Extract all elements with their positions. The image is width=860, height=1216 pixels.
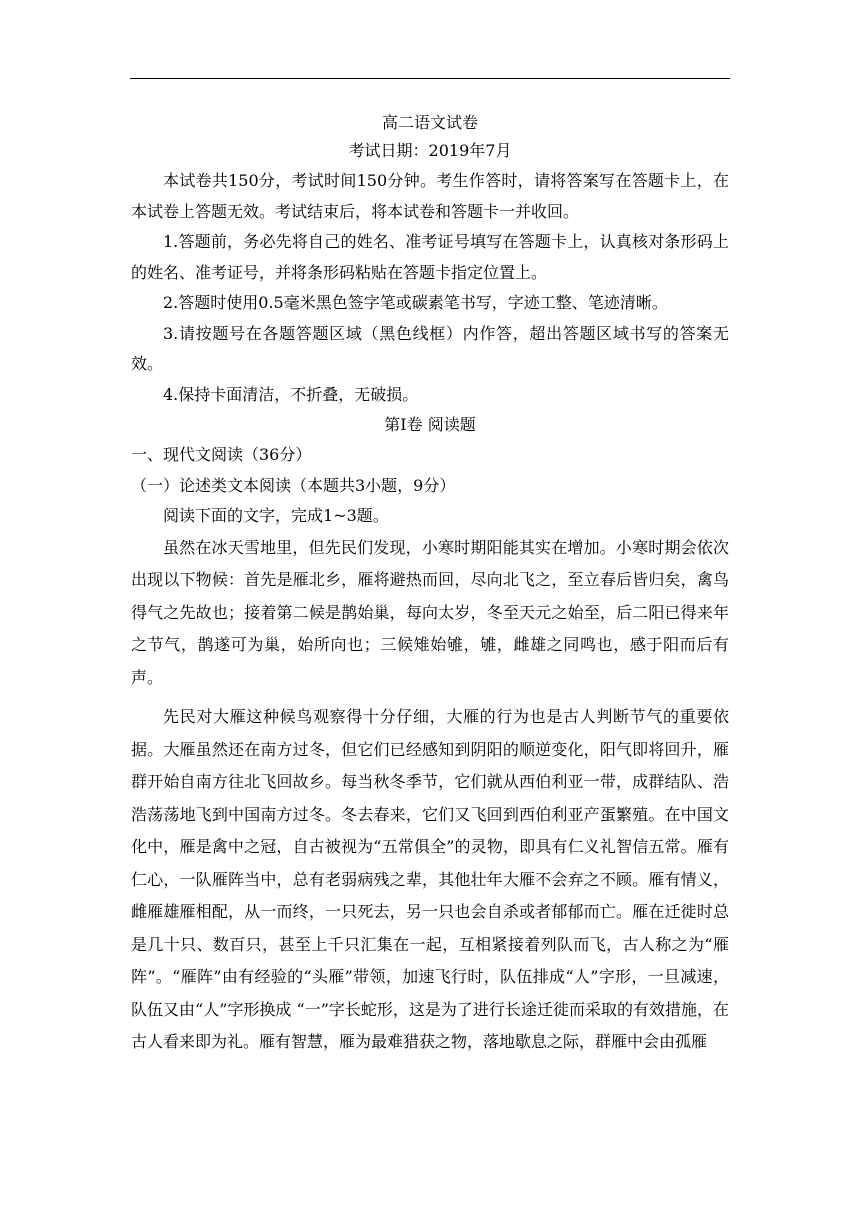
exam-intro: 本试卷共150分，考试时间150分钟。考生作答时，请将答案写在答题卡上，在本试卷上答题无效。考试结束后，将本试卷和答题卡一并收回。	[131, 171, 729, 221]
instruction-3: 3.请按题号在各题答题区域（黑色线框）内作答，超出答题区域书写的答案无效。	[131, 323, 729, 373]
header-rule	[130, 78, 730, 79]
passage-paragraph-1: 虽然在冰天雪地里，但先民们发现，小寒时期阳能其实在增加。小寒时期会依次出现以下物候：首先是雁北乡，雁将避热而回，尽向北飞之，至立春后皆归矣，禽鸟得气之先故也；接着第二候是鹊始巢，每向太岁，冬至天元之始至，后二阳已得来年之节气，鹊遂可为巢，始所向也；三候雉始雊，雊，雌雄之同鸣也，感于阳而后有声。	[131, 537, 729, 687]
volume-title: 第Ⅰ卷 阅读题	[384, 415, 476, 434]
exam-title: 高二语文试卷	[381, 113, 478, 132]
subsection-heading: （一）论述类文本阅读（本题共3小题，9分）	[131, 475, 456, 495]
reading-prompt: 阅读下面的文字，完成1~3题。	[163, 506, 389, 525]
section-heading: 一、现代文阅读（36分）	[131, 445, 312, 464]
instruction-2: 2.答题时使用0.5毫米黑色签字笔或碳素笔书写，字迹工整、笔迹清晰。	[163, 293, 668, 312]
instruction-4: 4.保持卡面清洁，不折叠，无破损。	[163, 384, 419, 404]
exam-date: 考试日期：2019年7月	[348, 141, 512, 160]
passage-paragraph-2: 先民对大雁这种候鸟观察得十分仔细，大雁的行为也是古人判断节气的重要依据。大雁虽然还在南方过冬，但它们已经感知到阴阳的顺逆变化，阳气即将回升，雁群开始自南方往北飞回故乡。每当秋冬季节，它们就从西伯利亚一带，成群结队、浩浩荡荡地飞到中国南方过冬。冬去春来，它们又飞回到西伯利亚产蛋繁殖。在中国文化中，雁是禽中之冠，自古被视为“五常俱全”的灵物，即具有仁义礼智信五常。雁有仁心，一队雁阵当中，总有老弱病残之辈，其他壮年大雁不会弃之不顾。雁有情义，雌雁雄雁相配，从一而终，一只死去，另一只也会自杀或者郁郁而亡。雁在迁徙时总是几十只、数百只，甚至上千只汇集在一起，互相紧接着列队而飞，古人称之为“雁阵”。“雁阵”由有经验的“头雁”带领，加速飞行时，队伍排成“人”字形，一旦减速，队伍又由“人”字形换成 “一”字长蛇形，这是为了进行长途迁徙而采取的有效措施，在古人看来即为礼。雁有智慧，雁为最难猎获之物，落地歇息之际，群雁中会由孤雁	[131, 707, 729, 1051]
instruction-1: 1.答题前，务必先将自己的姓名、准考证号填写在答题卡上，认真核对条形码上的姓名、准考证号，并将条形码粘贴在答题卡指定位置上。	[131, 232, 729, 282]
document-body	[131, 108, 729, 1059]
